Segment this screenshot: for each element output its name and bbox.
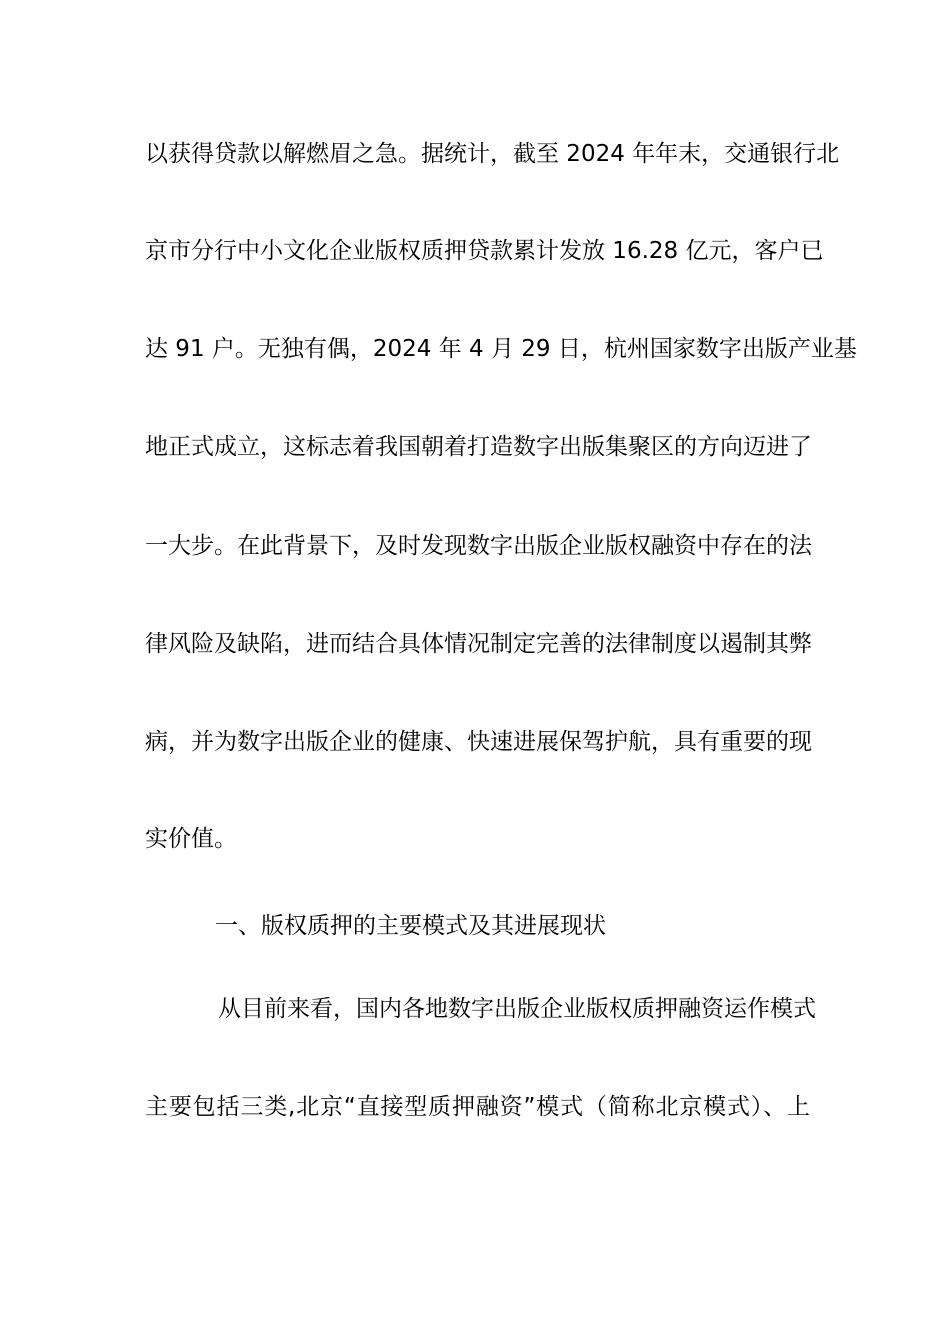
paragraph-line: 从目前来看，国内各地数字出版企业版权质押融资运作模式 [218,996,816,1022]
paragraph-line: 达 91 户。无独有偶，2024 年 4 月 29 日，杭州国家数字出版产业基 [145,336,857,362]
paragraph-line: 主要包括三类,北京“直接型质押融资”模式（简称北京模式）、上 [145,1094,810,1120]
paragraph-line: 以获得贷款以解燃眉之急。据统计，截至 2024 年年末，交通银行北 [145,141,840,167]
paragraph-line: 地正式成立，这标志着我国朝着打造数字出版集聚区的方向迈进了 [145,434,812,460]
paragraph-line: 律风险及缺陷，进而结合具体情况制定完善的法律制度以遏制其弊 [145,631,812,657]
paragraph-line: 一大步。在此背景下，及时发现数字出版企业版权融资中存在的法 [145,533,812,559]
section-heading: 一、版权质押的主要模式及其进展现状 [215,913,606,939]
paragraph-line: 实价值。 [145,826,237,852]
paragraph-line: 病，并为数字出版企业的健康、快速进展保驾护航，具有重要的现 [145,729,812,755]
paragraph-line: 京市分行中小文化企业版权质押贷款累计发放 16.28 亿元，客户已 [145,238,824,264]
